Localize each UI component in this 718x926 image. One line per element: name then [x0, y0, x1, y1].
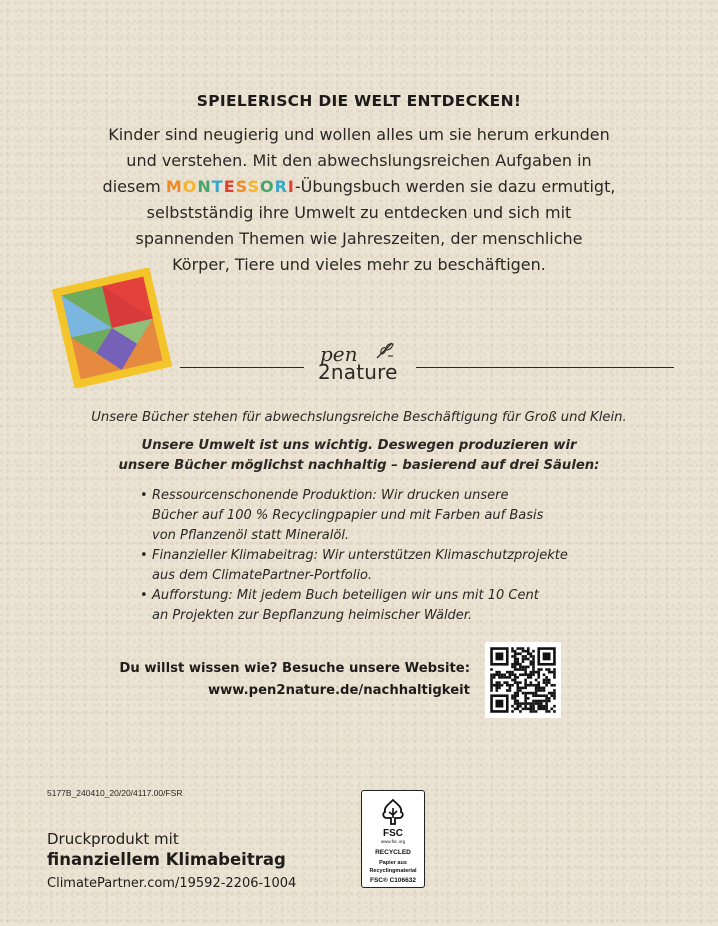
- logo-nature-text: 2nature: [318, 360, 398, 384]
- fsc-url: www.fsc.org: [380, 839, 406, 844]
- climate-label-line1: Druckprodukt mit: [47, 830, 179, 848]
- page-heading: SPIELERISCH DIE WELT ENTDECKEN!: [196, 92, 522, 110]
- climate-label-line2: finanziellem Klimabeitrag: [47, 850, 286, 869]
- divider-left: [180, 367, 304, 368]
- montessori-letter: I: [287, 177, 295, 196]
- montessori-letter: O: [259, 177, 275, 196]
- list-item-line: • Finanzieller Klimabeitrag: Wir unterstützen Klimaschutzprojekte: [152, 548, 568, 563]
- montessori-letter: M: [165, 177, 183, 196]
- fsc-code: FSC® C106632: [370, 877, 416, 884]
- montessori-letter: O: [182, 177, 198, 196]
- list-item: [140, 546, 590, 586]
- tangram-illustration: [45, 268, 179, 388]
- intro-paragraph: [80, 122, 638, 278]
- montessori-letter: E: [223, 177, 236, 196]
- intro-text: -Übungsbuch werden sie dazu ermutigt,: [294, 177, 616, 196]
- climatepartner-id: ClimatePartner.com/19592-2206-1004: [47, 876, 297, 891]
- list-item: [140, 586, 590, 626]
- list-item-line: von Pflanzenöl statt Mineralöl.: [152, 528, 350, 543]
- intro-line: [80, 174, 638, 200]
- list-item: [140, 486, 590, 546]
- sustainability-intro: [0, 436, 718, 476]
- fsc-paper-line1: Papier aus: [379, 860, 407, 866]
- sustainability-pillars-list: [140, 486, 590, 626]
- print-code: 5177B_240410_20/20/4117.00/FSR: [47, 788, 183, 798]
- list-item-line: Bücher auf 100 % Recyclingpapier und mit Farben auf Basis: [152, 508, 544, 523]
- intro-line: Kinder sind neugierig und wollen alles um sie herum erkunden: [108, 125, 610, 144]
- fsc-paper-line2: Recyclingmaterial: [369, 868, 417, 874]
- montessori-letter: T: [211, 177, 224, 196]
- list-item-line: aus dem ClimatePartner-Portfolio.: [152, 568, 373, 583]
- montessori-letter: R: [274, 177, 288, 196]
- intro-line: Körper, Tiere und vieles mehr zu beschäftigen.: [172, 255, 546, 274]
- sustainability-intro-line: unsere Bücher möglichst nachhaltig – basierend auf drei Säulen:: [118, 458, 600, 473]
- intro-line: spannenden Themen wie Jahreszeiten, der menschliche: [135, 229, 583, 248]
- list-item-line: • Ressourcenschonende Produktion: Wir drucken unsere: [152, 488, 509, 503]
- fsc-badge: [361, 790, 425, 888]
- montessori-word: [166, 177, 295, 196]
- tagline: Unsere Bücher stehen für abwechslungsreiche Beschäftigung für Groß und Klein.: [91, 410, 627, 425]
- qr-code[interactable]: [485, 642, 561, 718]
- list-item-line: • Aufforstung: Mit jedem Buch beteiligen wir uns mit 10 Cent: [152, 588, 539, 603]
- sustainability-intro-line: Unsere Umwelt ist uns wichtig. Deswegen produzieren wir: [141, 438, 577, 453]
- logo-pen-text: pen: [320, 342, 358, 366]
- list-item-line: an Projekten zur Bepflanzung heimischer Wälder.: [152, 608, 473, 623]
- intro-line: selbstständig ihre Umwelt zu entdecken und sich mit: [146, 203, 572, 222]
- pen2nature-logo: [310, 340, 414, 384]
- intro-text: diesem: [102, 177, 166, 196]
- fsc-label: FSC: [383, 828, 403, 839]
- montessori-letter: N: [197, 177, 212, 196]
- divider-right: [416, 367, 674, 368]
- website-cta: [119, 658, 470, 702]
- fsc-tree-icon: [377, 797, 409, 827]
- fsc-recycled: RECYCLED: [375, 849, 411, 856]
- montessori-letter: S: [235, 177, 248, 196]
- intro-line: und verstehen. Mit den abwechslungsreichen Aufgaben in: [126, 151, 592, 170]
- website-link[interactable]: www.pen2nature.de/nachhaltigkeit: [207, 683, 470, 698]
- montessori-letter: S: [247, 177, 260, 196]
- cta-text: Du willst wissen wie? Besuche unsere Website:: [119, 661, 470, 676]
- leaf-icon: [374, 340, 396, 360]
